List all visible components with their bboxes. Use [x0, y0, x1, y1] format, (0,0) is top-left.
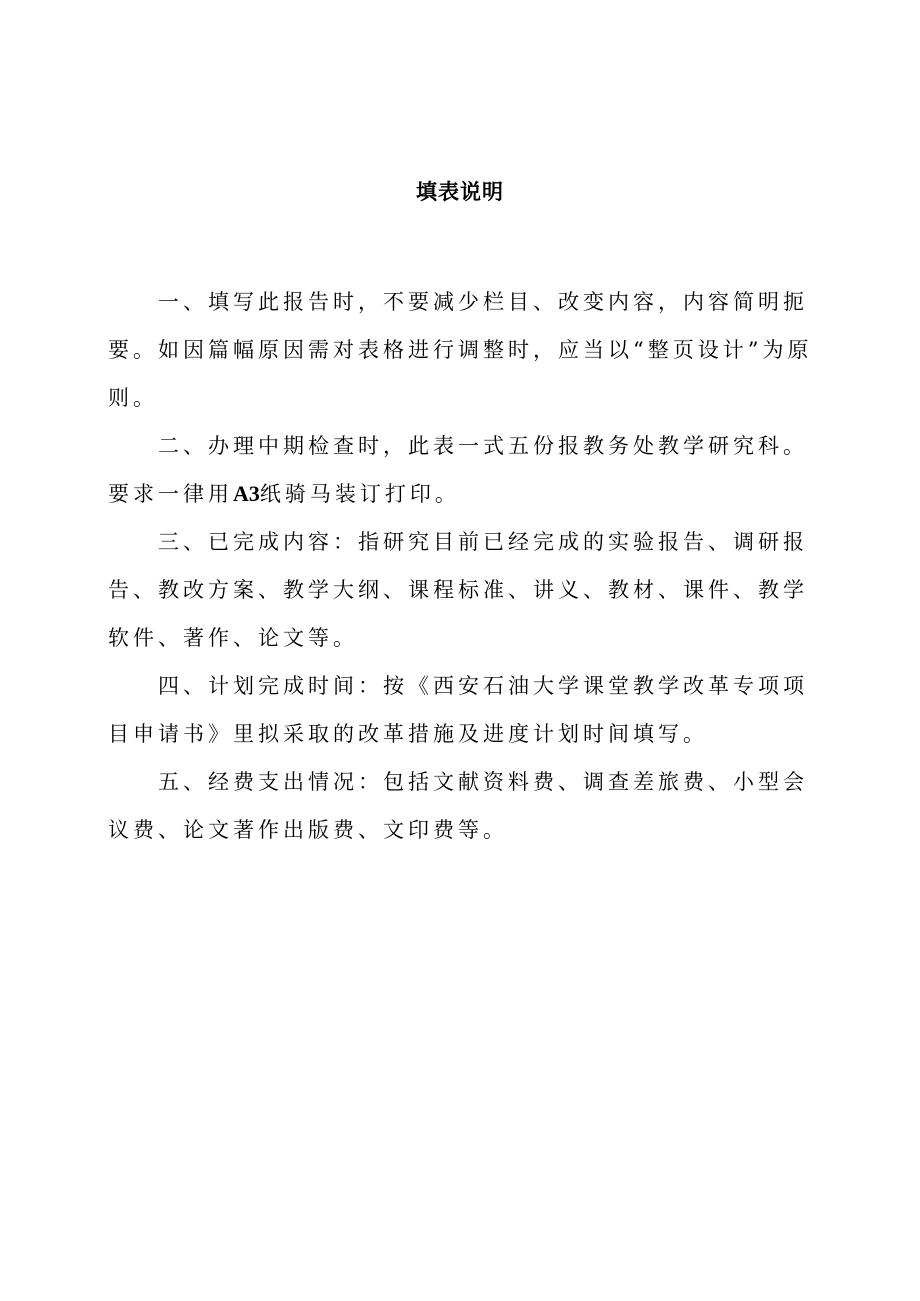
paper-size-label: A3 — [233, 481, 260, 506]
instruction-item-2-text-after: 纸骑马装订打印。 — [259, 482, 460, 506]
instruction-item-2 — [108, 422, 828, 518]
instruction-item-1: 一、填写此报告时，不要减少栏目、改变内容，内容简明扼要。如因篇幅原因需对表格进行调整时，应当以“整页设计”为原则。 — [108, 290, 813, 410]
instruction-item-4: 四、计划完成时间：按《西安石油大学课堂教学改革专项项目申请书》里拟采取的改革措施及进度计划时间填写。 — [108, 674, 808, 746]
instruction-item-5: 五、经费支出情况：包括文献资料费、调查差旅费、小型会议费、论文著作出版费、文印费等。 — [108, 770, 808, 842]
instruction-item-2-text-before: 二、办理中期检查时，此表一式五份报教务处教学研究科。要求一律用 — [108, 434, 808, 506]
instructions-body — [108, 278, 828, 854]
page-title: 填表说明 — [416, 179, 504, 204]
instruction-item-3: 三、已完成内容：指研究目前已经完成的实验报告、调研报告、教改方案、教学大纲、课程标准、讲义、教材、课件、教学软件、著作、论文等。 — [108, 530, 808, 650]
